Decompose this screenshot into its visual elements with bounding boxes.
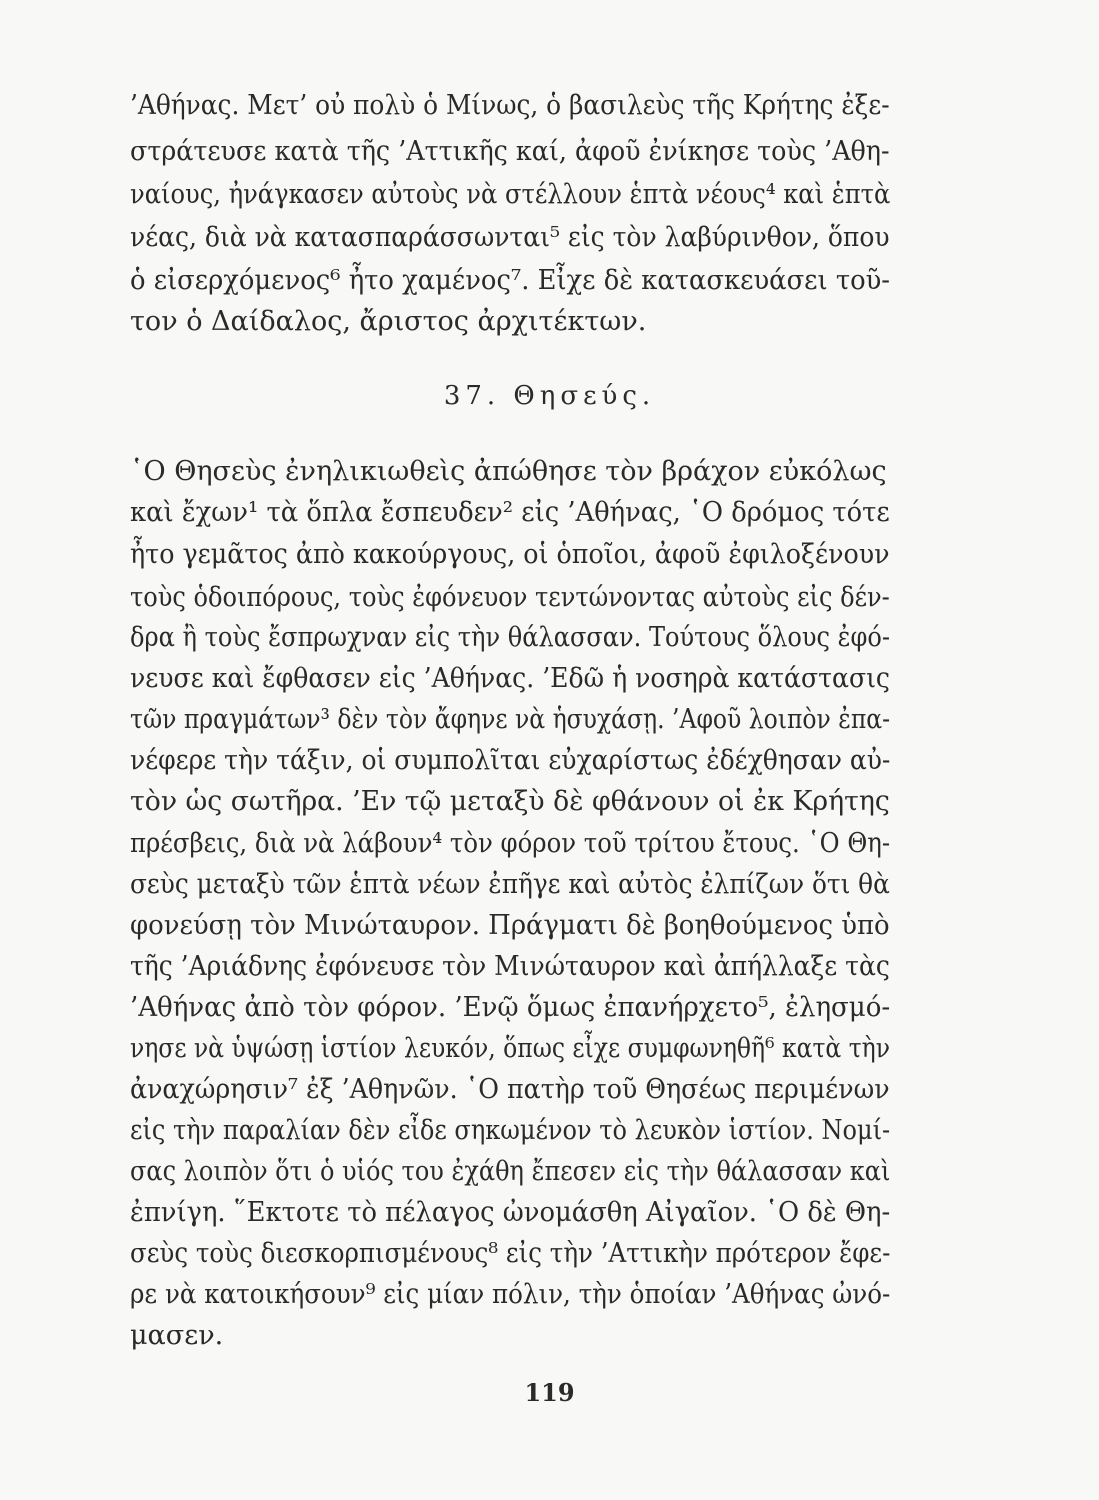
text-line: νησε νὰ ὑψώσῃ ἱστίον λευκόν, ὅπως εἶχε συμφωνηθῆ⁶ κατὰ τὴν <box>130 1033 890 1064</box>
text-line: ἦτο γεμᾶτος ἀπὸ κακούργους, οἱ ὁποῖοι, ἀφοῦ ἐφιλοξένουν <box>130 539 890 570</box>
text-line: καὶ ἔχων¹ τὰ ὅπλα ἔσπευδεν² εἰς ’Αθήνας, ῾Ο δρόμος τότε <box>130 497 890 528</box>
text-line: ἐπνίγη. ῞Εκτοτε τὸ πέλαγος ὠνομάσθη Αἰγαῖον. ῾Ο δὲ Θη- <box>130 1197 891 1228</box>
section-heading: 37. Θησεύς. <box>443 381 656 411</box>
text-line: τοὺς ὁδοιπόρους, τοὺς ἐφόνευον τεντώνοντας αὐτοὺς εἰς δέν- <box>130 582 890 613</box>
text-line: ρε νὰ κατοικήσουν⁹ εἰς μίαν πόλιν, τὴν ὁποίαν ’Αθήνας ὠνό- <box>130 1279 891 1310</box>
text-line: σεὺς τοὺς διεσκορπισμένους⁸ εἰς τὴν ’Αττικὴν πρότερον ἔφε- <box>130 1238 891 1269</box>
text-line: τὸν ὡς σωτῆρα. ’Εν τῷ μεταξὺ δὲ φθάνουν οἱ ἐκ Κρήτης <box>130 786 890 817</box>
text-line: σας λοιπὸν ὅτι ὁ υἱός του ἐχάθη ἔπεσεν εἰς τὴν θάλασσαν καὶ <box>130 1156 891 1187</box>
text-line: δρα ἢ τοὺς ἔσπρωχναν εἰς τὴν θάλασσαν. Τούτους ὅλους ἐφό- <box>130 622 890 653</box>
text-line: ’Αθήνας. Μετ’ οὐ πολὺ ὁ Μίνως, ὁ βασιλεὺς τῆς Κρήτης ἐξε- <box>130 90 890 121</box>
text-line: ῾Ο Θησεὺς ἐνηλικιωθεὶς ἀπώθησε τὸν βράχον εὐκόλως <box>130 456 887 487</box>
text-line: πρέσβεις, διὰ νὰ λάβουν⁴ τὸν φόρον τοῦ τρίτου ἔτους. ῾Ο Θη- <box>130 828 891 859</box>
text-line: νέφερε τὴν τάξιν, οἱ συμπολῖται εὐχαρίστως ἐδέχθησαν αὐ- <box>130 745 891 776</box>
text-line: εἰς τὴν παραλίαν δὲν εἶδε σηκωμένον τὸ λευκὸν ἱστίον. Νομί- <box>130 1115 891 1146</box>
text-line: σεὺς μεταξὺ τῶν ἑπτὰ νέων ἐπῆγε καὶ αὐτὸς ἐλπίζων ὅτι θὰ <box>130 869 890 900</box>
text-line: ὁ εἰσερχόμενος⁶ ἦτο χαμένος⁷. Εἶχε δὲ κατασκευάσει τοῦ- <box>130 265 890 296</box>
text-line: τῆς ’Αριάδνης ἐφόνευσε τὸν Μινώταυρον καὶ ἀπήλλαξε τὰς <box>130 951 890 982</box>
text-line: τῶν πραγμάτων³ δὲν τὸν ἄφηνε νὰ ἡσυχάσῃ. ’Αφοῦ λοιπὸν ἐπα- <box>130 704 891 735</box>
text-line: νέας, διὰ νὰ κατασπαράσσωνται⁵ εἰς τὸν λαβύρινθον, ὅπου <box>130 222 890 253</box>
page-number: 119 <box>524 1378 575 1407</box>
text-line: ’Αθήνας ἀπὸ τὸν φόρον. ’Ενῷ ὅμως ἐπανήρχετο⁵, ἐλησμό- <box>130 992 891 1023</box>
text-line: νευσε καὶ ἔφθασεν εἰς ’Αθήνας. ’Εδῶ ἡ νοσηρὰ κατάστασις <box>130 663 891 694</box>
text-line: τον ὁ Δαίδαλος, ἄριστος ἀρχιτέκτων. <box>130 306 647 337</box>
text-line: μασεν. <box>130 1320 224 1351</box>
text-line: στράτευσε κατὰ τῆς ’Αττικῆς καί, ἀφοῦ ἐνίκησε τοὺς ’Αθη- <box>130 136 890 167</box>
text-line: φονεύσῃ τὸν Μινώταυρον. Πράγματι δὲ βοηθούμενος ὑπὸ <box>130 910 890 941</box>
text-line: ἀναχώρησιν⁷ ἐξ ’Αθηνῶν. ῾Ο πατὴρ τοῦ Θησέως περιμένων <box>130 1074 890 1105</box>
text-line: ναίους, ἠνάγκασεν αὐτοὺς νὰ στέλλουν ἑπτὰ νέους⁴ καὶ ἑπτὰ <box>130 179 891 210</box>
